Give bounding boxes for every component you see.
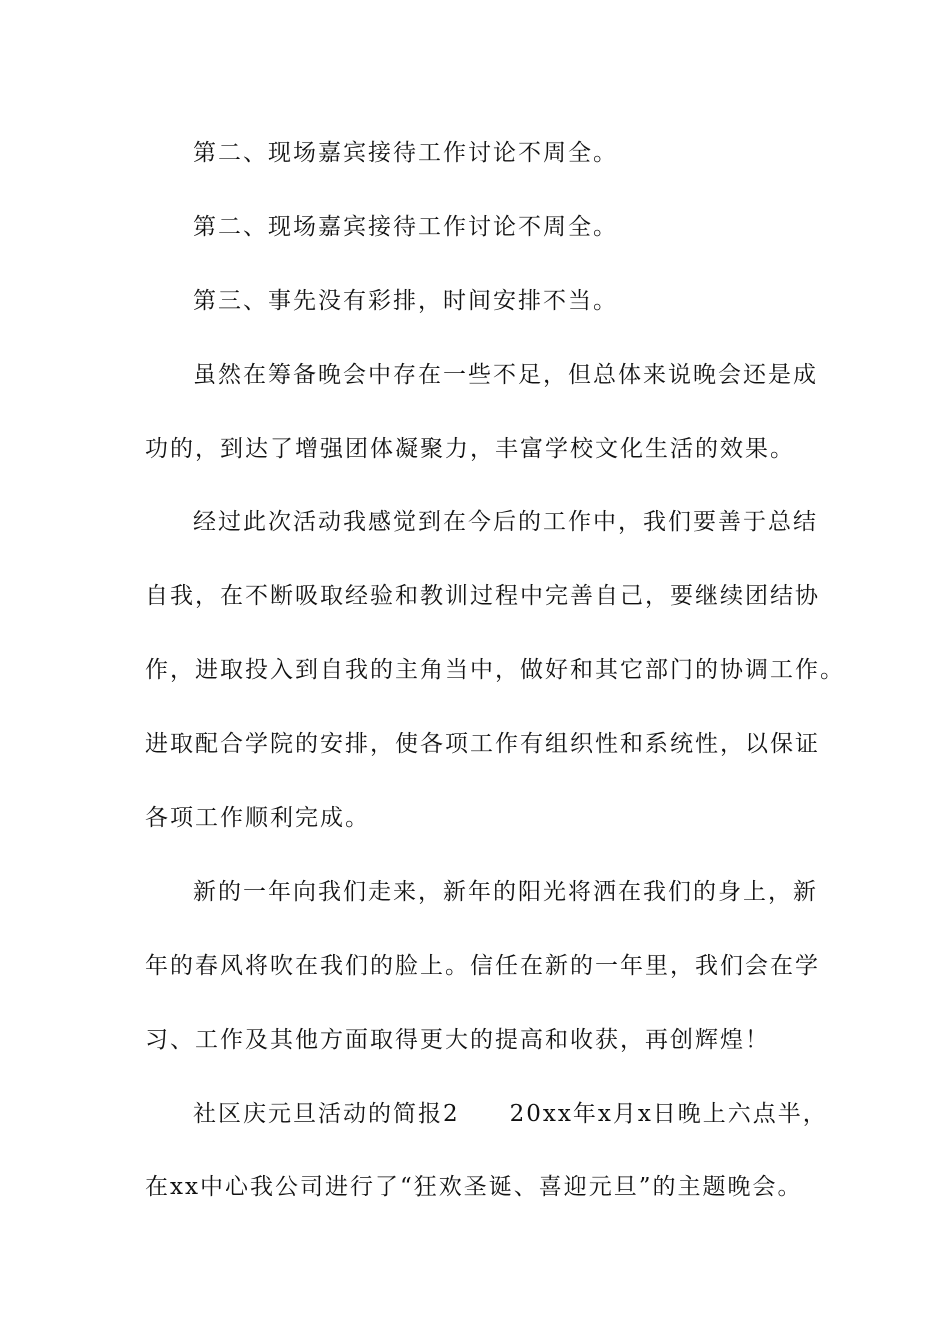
text-line: 进取配合学院的安排，使各项工作有组织性和系统性，以保证 (145, 731, 820, 758)
paragraph-7 (145, 1091, 828, 1239)
text-line: 第三、事先没有彩排，时间安排不当。 (193, 287, 618, 314)
paragraph-1 (145, 130, 825, 204)
text-line: 习、工作及其他方面取得更大的提高和收获，再创辉煌！ (145, 1026, 770, 1053)
text-line: 功的，到达了增强团体凝聚力，丰富学校文化生活的效果。 (145, 435, 795, 462)
text-line: 虽然在筹备晚会中存在一些不足，但总体来说晚会还是成 (193, 361, 818, 388)
text-line: 新的一年向我们走来，新年的阳光将洒在我们的身上，新 (193, 878, 818, 905)
text-line: 第二、现场嘉宾接待工作讨论不周全。 (193, 140, 618, 166)
text-line: 作，进取投入到自我的主角当中，做好和其它部门的协调工作。 (145, 657, 845, 684)
paragraph-4 (145, 352, 825, 500)
text-line: 在xx中心我公司进行了“狂欢圣诞、喜迎元旦”的主题晚会。 (145, 1174, 803, 1201)
document-body (145, 130, 845, 1238)
text-line: 自我，在不断吸取经验和教训过程中完善自己，要继续团结协 (145, 583, 820, 610)
paragraph-5 (145, 499, 845, 868)
text-line: 各项工作顺利完成。 (145, 805, 370, 832)
text-line: 经过此次活动我感觉到在今后的工作中，我们要善于总结 (193, 509, 818, 536)
paragraph-3 (145, 278, 825, 352)
text-line: 年的春风将吹在我们的脸上。信任在新的一年里，我们会在学 (145, 952, 820, 979)
text-line: 社区庆元旦活动的简报2 20xx年x月x日晚上六点半， (193, 1100, 828, 1127)
paragraph-2 (145, 204, 825, 278)
paragraph-6 (145, 869, 825, 1091)
text-line: 第二、现场嘉宾接待工作讨论不周全。 (193, 213, 618, 240)
